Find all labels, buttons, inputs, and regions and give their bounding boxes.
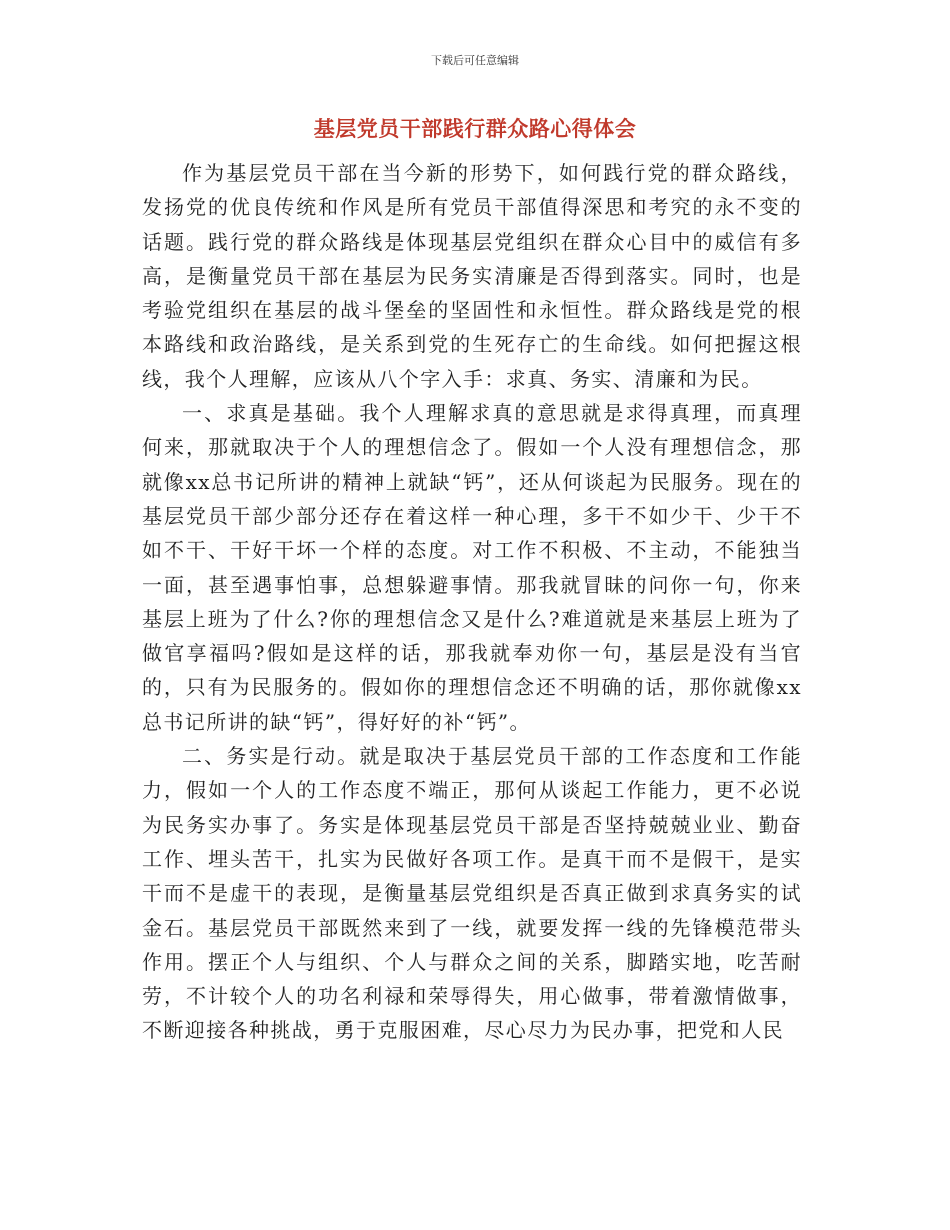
document-body xyxy=(142,156,802,1048)
paragraph-intro: 作为基层党员干部在当今新的形势下，如何践行党的群众路线，发扬党的优良传统和作风是所有党员干部值得深思和考究的永不变的话题。践行党的群众路线是体现基层党组织在群众心目中的威信有多高，是衡量党员干部在基层为民务实清廉是否得到落实。同时，也是考验党组织在基层的战斗堡垒的坚固性和永恒性。群众路线是党的根本路线和政治路线，是关系到党的生死存亡的生命线。如何把握这根线，我个人理解，应该从八个字入手：求真、务实、清廉和为民。 xyxy=(142,161,802,391)
paragraph-section-2: 二、务实是行动。就是取决于基层党员干部的工作态度和工作能力，假如一个人的工作态度不端正，那何从谈起工作能力，更不必说为民务实办事了。务实是体现基层党员干部是否坚持兢兢业业、勤奋工作、埋头苦干，扎实为民做好各项工作。是真干而不是假干，是实干而不是虚干的表现，是衡量基层党组织是否真正做到求真务实的试金石。基层党员干部既然来到了一线，就要发挥一线的先锋模范带头作用。摆正个人与组织、个人与群众之间的关系，脚踏实地，吃苦耐劳，不计较个人的功名利禄和荣辱得失，用心做事，带着激情做事，不断迎接各种挑战，勇于克服困难，尽心尽力为民办事，把党和人民 xyxy=(142,744,802,1043)
paragraph-section-1: 一、求真是基础。我个人理解求真的意思就是求得真理，而真理何来，那就取决于个人的理想信念了。假如一个人没有理想信念，那就像xx总书记所讲的精神上就缺“钙”，还从何谈起为民服务。现在的基层党员干部少部分还存在着这样一种心理，多干不如少干、少干不如不干、干好干坏一个样的态度。对工作不积极、不主动，不能独当一面，甚至遇事怕事，总想躲避事情。那我就冒昧的问你一句，你来基层上班为了什么?你的理想信念又是什么?难道就是来基层上班为了做官享福吗?假如是这样的话，那我就奉劝你一句，基层是没有当官的，只有为民服务的。假如你的理想信念还不明确的话，那你就像xx总书记所讲的缺“钙”，得好好的补“钙”。 xyxy=(142,401,802,734)
document-title: 基层党员干部践行群众路心得体会 xyxy=(313,117,637,141)
header-note: 下载后可任意编辑 xyxy=(431,54,519,67)
